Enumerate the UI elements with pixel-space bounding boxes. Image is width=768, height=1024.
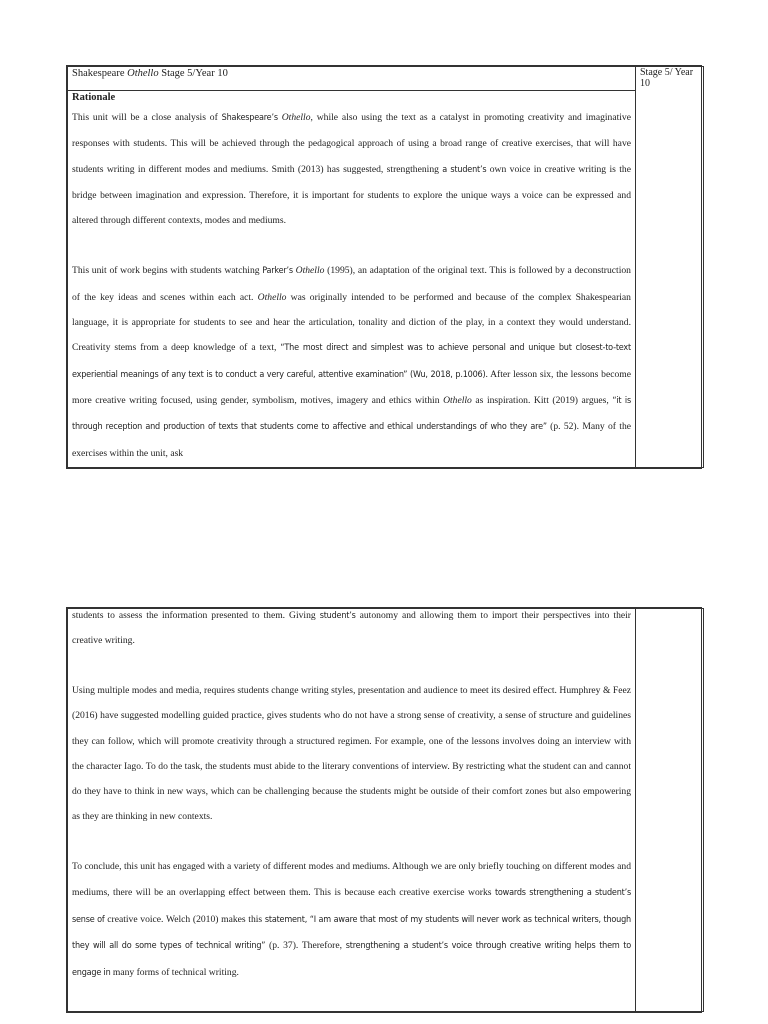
stage-label-cell bbox=[636, 67, 704, 468]
section-heading: Rationale bbox=[72, 92, 116, 103]
page-1-table bbox=[66, 65, 702, 469]
unit-title-pre: Shakespeare bbox=[72, 68, 128, 79]
paragraph-5: To conclude, this unit has engaged with a variety of different modes and mediums. Although we are only briefly touching on different modes and mediums, there will be an overlapping effect between them. This is because each creative exercise works towards strengthening a student’s sense of creative voice. Welch (2010) makes this statement, “I am aware that most of my students will never work as technical writers, though they will all do some types of technical writing” (p. 37). Therefore, strengthening a student’s voice through creative writing helps them to engage in many forms of technical writing. bbox=[72, 861, 631, 978]
stage-label: Stage 5/ Year 10 bbox=[640, 67, 694, 89]
rationale-cell bbox=[68, 91, 636, 468]
continuation-cell bbox=[68, 609, 636, 1012]
paragraph-3: students to assess the information presented to them. Giving student’s autonomy and allowing them to import their perspectives into their creative writing. bbox=[72, 610, 631, 646]
paragraph-2: This unit of work begins with students watching Parker’s Othello (1995), an adaptation of the original text. This is followed by a deconstruction of the key ideas and scenes within each act. Othello was originally intended to be performed and because of the complex Shakespearian language, it is appropriate for students to see and hear the articulation, tonality and diction of the play, in a context they would understand. Creativity stems from a deep knowledge of a text, “The most direct and simplest was to achieve personal and unique but closest-to-text experiential meanings of any text is to conduct a very careful, attentive examination” (Wu, 2018, p.1006). After lesson six, the lessons become more creative writing focused, using gender, symbolism, motives, imagery and ethics within Othello as inspiration. Kitt (2019) argues, “it is through reception and production of texts that students come to affective and ethical understandings of who they are” (p. 52). Many of the exercises within the unit, ask bbox=[72, 265, 631, 459]
paragraph-4: Using multiple modes and media, requires students change writing styles, presentation and audience to meet its desired effect. Humphrey & Feez (2016) have suggested modelling guided practice, gives students who do not have a strong sense of creativity, a sense of structure and guidelines they can follow, which will promote creativity through a structured regimen. For example, one of the lessons involves doing an interview with the character Iago. To do the task, the students must abide to the literary conventions of interview. By restricting what the student can and cannot do they have to think in new ways, which can be challenging because the students might be outside of their comfort zones but also empowering as they are thinking in new contexts. bbox=[72, 685, 631, 823]
page-2-table bbox=[66, 607, 702, 1013]
unit-title-post: Stage 5/Year 10 bbox=[158, 68, 228, 79]
empty-side-cell bbox=[636, 609, 704, 1012]
paragraph-1: This unit will be a close analysis of Shakespeare’s Othello, while also using the text as a catalyst in promoting creativity and imaginative responses with students. This will be achieved through the pedagogical approach of using a broad range of creative exercises, that will have students writing in different modes and mediums. Smith (2013) has suggested, strengthening a student’s own voice in creative writing is the bridge between imagination and expression. Therefore, it is important for students to explore the unique ways a voice can be expressed and altered through different contexts, modes and mediums. bbox=[72, 112, 631, 227]
unit-title-italic: Othello bbox=[127, 68, 159, 79]
unit-title-cell bbox=[68, 67, 636, 91]
